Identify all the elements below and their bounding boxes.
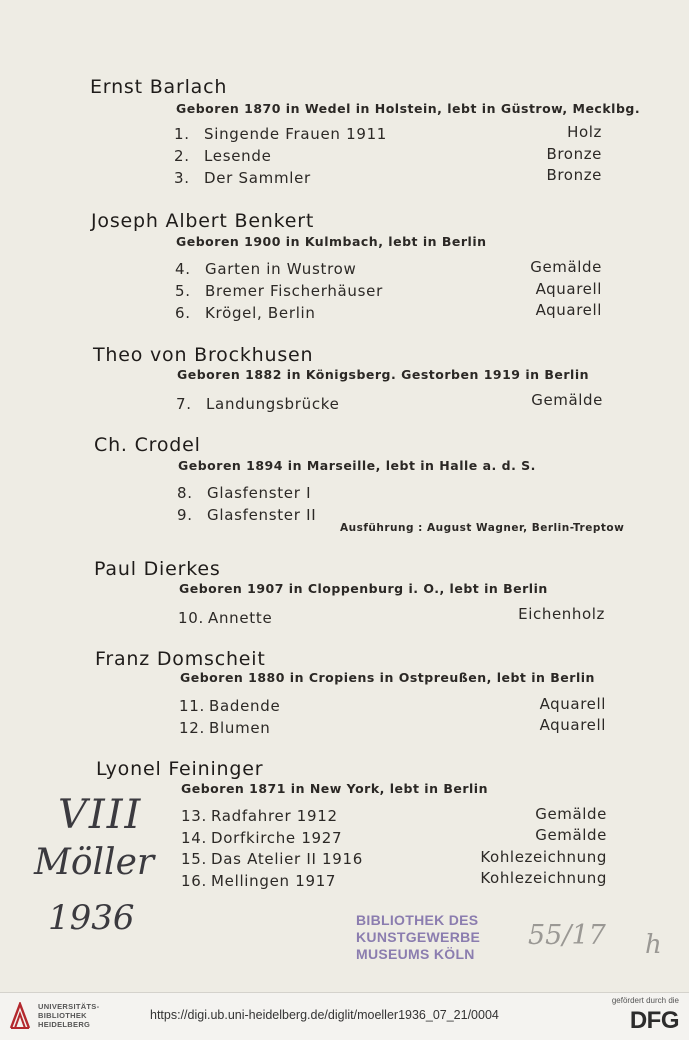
stamp-line: MUSEUMS KÖLN — [356, 946, 475, 962]
work-item — [181, 850, 363, 868]
pencil-mark: h — [645, 930, 662, 960]
work-number: 16. — [181, 872, 207, 890]
handwritten-name: Möller — [34, 842, 155, 883]
work-number: 1. — [174, 125, 190, 143]
work-material: Aquarell — [539, 695, 606, 713]
permalink[interactable]: https://digi.ub.uni-heidelberg.de/diglit/moeller1936_07_21/0004 — [150, 1008, 499, 1022]
artist-name: Ernst Barlach — [90, 76, 228, 98]
work-title: Singende Frauen 1911 — [204, 125, 388, 143]
handwritten-shelfmark: VIII — [58, 792, 143, 838]
work-number: 13. — [181, 807, 207, 825]
artist-name: Paul Dierkes — [94, 558, 221, 580]
work-material: Aquarell — [535, 301, 602, 319]
artist-bio: Geboren 1894 in Marseille, lebt in Halle a. d. S. — [178, 458, 536, 473]
work-number: 2. — [174, 147, 190, 165]
work-item — [181, 829, 342, 847]
work-title: Landungsbrücke — [206, 395, 340, 413]
work-number: 10. — [178, 609, 204, 627]
work-number: 14. — [181, 829, 207, 847]
work-item — [176, 395, 340, 413]
dfg-logo-icon[interactable]: DFG — [629, 1007, 679, 1034]
artist-bio: Geboren 1870 in Wedel in Holstein, lebt in Güstrow, Mecklbg. — [176, 101, 641, 116]
artist-bio: Geboren 1871 in New York, lebt in Berlin — [181, 781, 488, 796]
work-title: Glasfenster II — [207, 506, 317, 524]
work-material: Gemälde — [531, 391, 603, 409]
work-title: Krögel, Berlin — [205, 304, 316, 322]
work-title: Lesende — [204, 147, 272, 165]
work-number: 9. — [177, 506, 193, 524]
work-item — [181, 807, 338, 825]
work-material: Gemälde — [535, 826, 607, 844]
work-number: 15. — [181, 850, 207, 868]
work-title: Badende — [209, 697, 281, 715]
work-material: Kohlezeichnung — [480, 848, 607, 866]
artist-bio: Geboren 1880 in Cropiens in Ostpreußen, lebt in Berlin — [180, 670, 595, 685]
work-number: 6. — [175, 304, 191, 322]
work-number: 7. — [176, 395, 192, 413]
artist-name: Joseph Albert Benkert — [91, 210, 315, 232]
work-title: Annette — [208, 609, 273, 627]
work-item — [179, 719, 271, 737]
work-item — [175, 304, 316, 322]
execution-note: Ausführung : August Wagner, Berlin-Treptow — [340, 522, 625, 534]
artist-name: Franz Domscheit — [95, 648, 266, 670]
work-title: Blumen — [209, 719, 271, 737]
work-title: Glasfenster I — [207, 484, 312, 502]
artist-bio: Geboren 1882 in Königsberg. Gestorben 1919 in Berlin — [177, 367, 590, 382]
artist-name: Theo von Brockhusen — [93, 344, 314, 366]
handwritten-year: 1936 — [48, 898, 135, 938]
artist-name: Lyonel Feininger — [96, 758, 264, 780]
stamp-line: KUNSTGEWERBE — [356, 929, 481, 945]
funding-note: gefördert durch die — [611, 996, 679, 1005]
work-material: Gemälde — [530, 258, 602, 276]
work-item — [177, 484, 311, 502]
work-title: Radfahrer 1912 — [211, 807, 338, 825]
work-item — [181, 872, 336, 890]
work-title: Der Sammler — [204, 169, 311, 187]
work-title: Mellingen 1917 — [211, 872, 337, 890]
stamp-line: BIBLIOTHEK DES — [356, 912, 479, 928]
work-item — [175, 260, 357, 278]
footer-bar — [0, 992, 689, 1040]
work-item — [178, 609, 272, 627]
work-material: Aquarell — [535, 280, 602, 298]
work-title: Bremer Fischerhäuser — [205, 282, 383, 300]
work-material: Eichenholz — [518, 605, 605, 623]
work-title: Dorfkirche 1927 — [211, 829, 343, 847]
work-material: Kohlezeichnung — [480, 869, 607, 887]
library-stamp — [356, 912, 508, 963]
artist-name: Ch. Crodel — [94, 434, 201, 456]
work-number: 8. — [177, 484, 193, 502]
work-number: 3. — [174, 169, 190, 187]
work-number: 4. — [175, 260, 191, 278]
work-number: 12. — [179, 719, 205, 737]
work-material: Bronze — [546, 145, 602, 163]
work-item — [177, 506, 316, 524]
work-material: Gemälde — [535, 805, 607, 823]
work-item — [179, 697, 280, 715]
work-number: 11. — [179, 697, 205, 715]
work-material: Holz — [567, 123, 602, 141]
pencil-note: 55/17 — [528, 920, 606, 951]
institution-name: UNIVERSITÄTS- BIBLIOTHEK HEIDELBERG — [38, 1002, 100, 1029]
artist-bio: Geboren 1907 in Cloppenburg i. O., lebt in Berlin — [179, 581, 548, 596]
work-title: Das Atelier II 1916 — [211, 850, 364, 868]
work-item — [174, 147, 272, 165]
work-item — [175, 282, 383, 300]
work-title: Garten in Wustrow — [205, 260, 357, 278]
work-number: 5. — [175, 282, 191, 300]
work-item — [174, 169, 311, 187]
work-material: Aquarell — [539, 716, 606, 734]
university-library-logo-icon — [9, 1002, 31, 1030]
artist-bio: Geboren 1900 in Kulmbach, lebt in Berlin — [176, 234, 487, 249]
work-material: Bronze — [546, 166, 602, 184]
work-item — [174, 125, 387, 143]
